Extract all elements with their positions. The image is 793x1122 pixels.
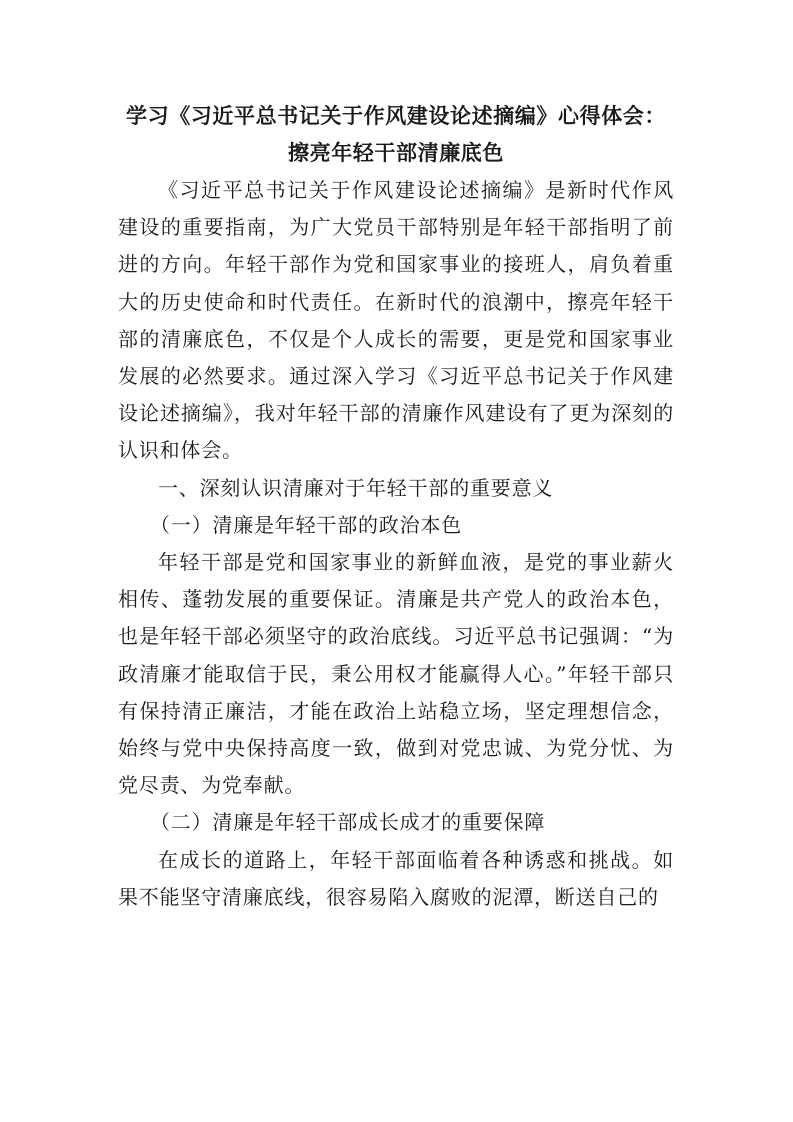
subsection-heading-2: （二）清廉是年轻干部成长成才的重要保障 bbox=[150, 810, 546, 835]
document-title: 学习《习近平总书记关于作风建设论述摘编》心得体会：擦亮年轻干部清廉底色 bbox=[126, 104, 666, 165]
document-page bbox=[118, 98, 674, 916]
subsection-2-paragraph: 在成长的道路上，年轻干部面临着各种诱惑和挑战。如果不能坚守清廉底线，很容易陷入腐败的泥潭，断送自己的 bbox=[118, 847, 674, 909]
subsection-1-paragraph: 年轻干部是党和国家事业的新鲜血液，是党的事业薪火相传、蓬勃发展的重要保证。清廉是共产党人的政治本色，也是年轻干部必须坚守的政治底线。习近平总书记强调：“为政清廉才能取信于民，秉公用权才能赢得人心。”年轻干部只有保持清正廉洁，才能在政治上站稳立场，坚定理想信念，始终与党中央保持高度一致，做到对党忠诚、为党分忧、为党尽责、为党奉献。 bbox=[118, 550, 674, 798]
subsection-heading-1: （一）清廉是年轻干部的政治本色 bbox=[150, 512, 462, 537]
intro-paragraph: 《习近平总书记关于作风建设论述摘编》是新时代作风建设的重要指南，为广大党员干部特别是年轻干部指明了前进的方向。年轻干部作为党和国家事业的接班人，肩负着重大的历史使命和时代责任。在新时代的浪潮中，擦亮年轻干部的清廉底色，不仅是个人成长的需要，更是党和国家事业发展的必然要求。通过深入学习《习近平总书记关于作风建设论述摘编》，我对年轻干部的清廉作风建设有了更为深刻的认识和体会。 bbox=[118, 178, 674, 463]
section-heading-1: 一、深刻认识清廉对于年轻干部的重要意义 bbox=[158, 475, 554, 500]
